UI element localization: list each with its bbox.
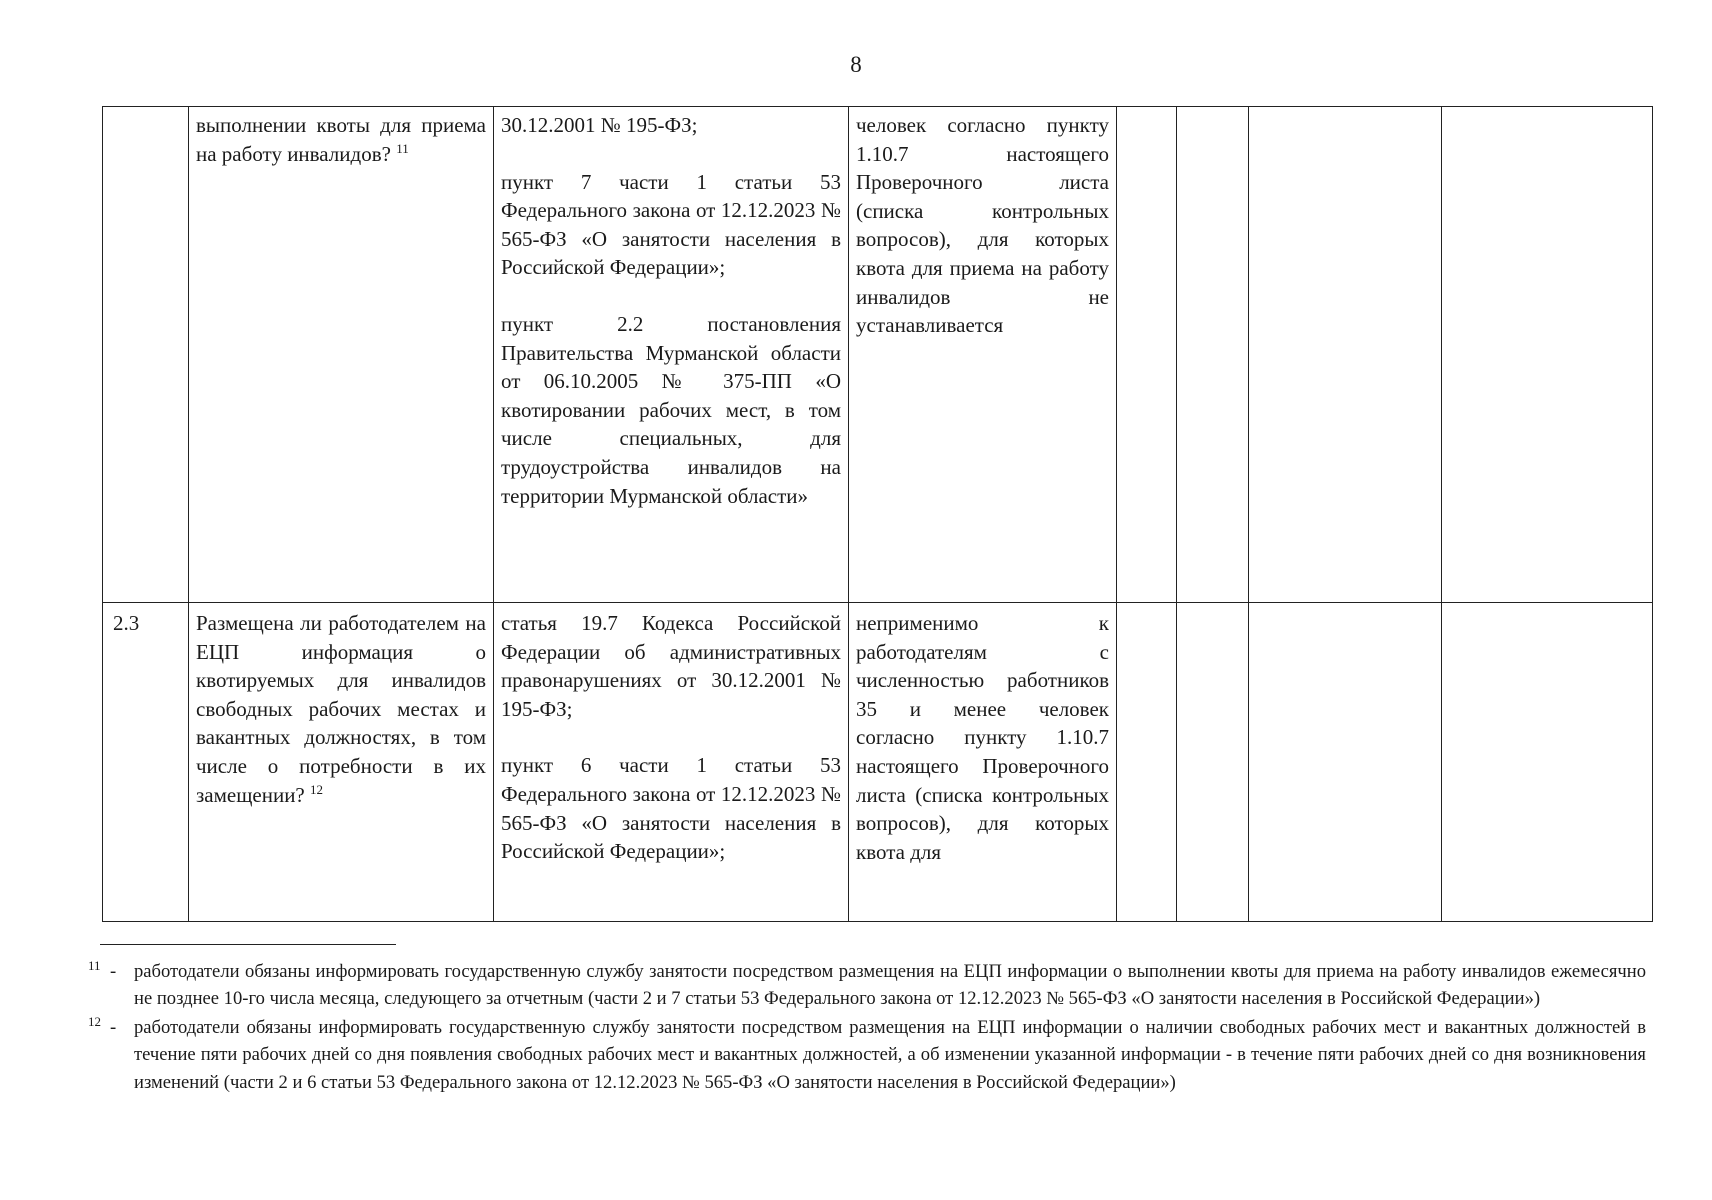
answer-cell-yes [1117,107,1177,603]
footnote-mark: 11 [88,958,101,973]
legal-ref: 30.12.2001 № 195-ФЗ; [501,113,698,137]
legal-ref: пункт 7 части 1 статьи 53 Федерального закона от 12.12.2023 № 565-ФЗ «О занятости населения в Российской Федерации»; [501,169,841,280]
question-text: Размещена ли работодателем на ЕЦП информация о квотируемых для инвалидов свободных рабочих местах и вакантных должностях, в том числе о потребности в их замещении? [196,611,486,807]
comment-cell [1442,107,1653,603]
row-number [103,107,189,603]
row-number: 2.3 [103,603,189,922]
question-text: выполнении квоты для приема на работу инвалидов? [196,113,486,166]
answer-cell-no [1177,603,1249,922]
answer-cell-no [1177,107,1249,603]
question-cell [189,107,494,603]
answer-cell-yes [1117,603,1177,922]
footnote-ref: 11 [396,140,409,156]
footnote-separator [100,944,396,945]
note-cell: человек согласно пункту 1.10.7 настоящего Проверочного листа (списка контрольных вопросов), для которых квота для приема на работу инвалидов не устанавливается [849,107,1117,603]
footnote-text: работодатели обязаны информировать государственную службу занятости посредством размещения на ЕЦП информации о выполнении квоты для приема на работу инвалидов ежемесячно не позднее 10-го числа месяца, следующего за отчетным (части 2 и 7 статьи 53 Федерального закона от 12.12.2023 № 565-ФЗ «О занятости населения в Российской Федерации») [134,961,1646,1010]
legal-ref: пункт 2.2 постановления Правительства Мурманской области от 06.10.2005 № 375-ПП «О квотировании рабочих мест, в том числе специальных, для трудоустройства инвалидов на территории Мурманской области» [501,311,841,508]
checklist-table [102,106,1653,922]
answer-cell-na [1249,107,1442,603]
footnote [88,958,1646,1013]
table-row [103,603,1653,922]
legal-ref: пункт 6 части 1 статьи 53 Федерального закона от 12.12.2023 № 565-ФЗ «О занятости населения в Российской Федерации»; [501,753,841,864]
answer-cell-na [1249,603,1442,922]
footnote-ref: 12 [310,781,324,797]
footnotes [88,958,1646,1097]
footnote-dash: - [110,1016,117,1038]
legal-ref: статья 19.7 Кодекса Российской Федерации об административных правонарушениях от 30.12.2001 № 195-ФЗ; [501,611,841,721]
footnote [88,1014,1646,1096]
legal-refs-cell [494,603,849,922]
note-cell: неприменимо к работодателям с численностью работников 35 и менее человек согласно пункту 1.10.7 настоящего Проверочного листа (списка контрольных вопросов), для которых квота для [849,603,1117,922]
page-number: 8 [850,52,862,77]
comment-cell [1442,603,1653,922]
table-row [103,107,1653,603]
footnote-text: работодатели обязаны информировать государственную службу занятости посредством размещения на ЕЦП информации о наличии свободных рабочих мест и вакантных должностей в течение пяти рабочих дней со дня появления свободных рабочих мест и вакантных должностей, а об изменении указанной информации - в течение пяти рабочих дней со дня возникновения изменений (части 2 и 6 статьи 53 Федерального закона от 12.12.2023 № 565-ФЗ «О занятости населения в Российской Федерации») [134,1016,1646,1093]
footnote-dash: - [110,961,117,982]
legal-refs-cell [494,107,849,603]
question-cell [189,603,494,922]
footnote-mark: 12 [88,1013,101,1029]
